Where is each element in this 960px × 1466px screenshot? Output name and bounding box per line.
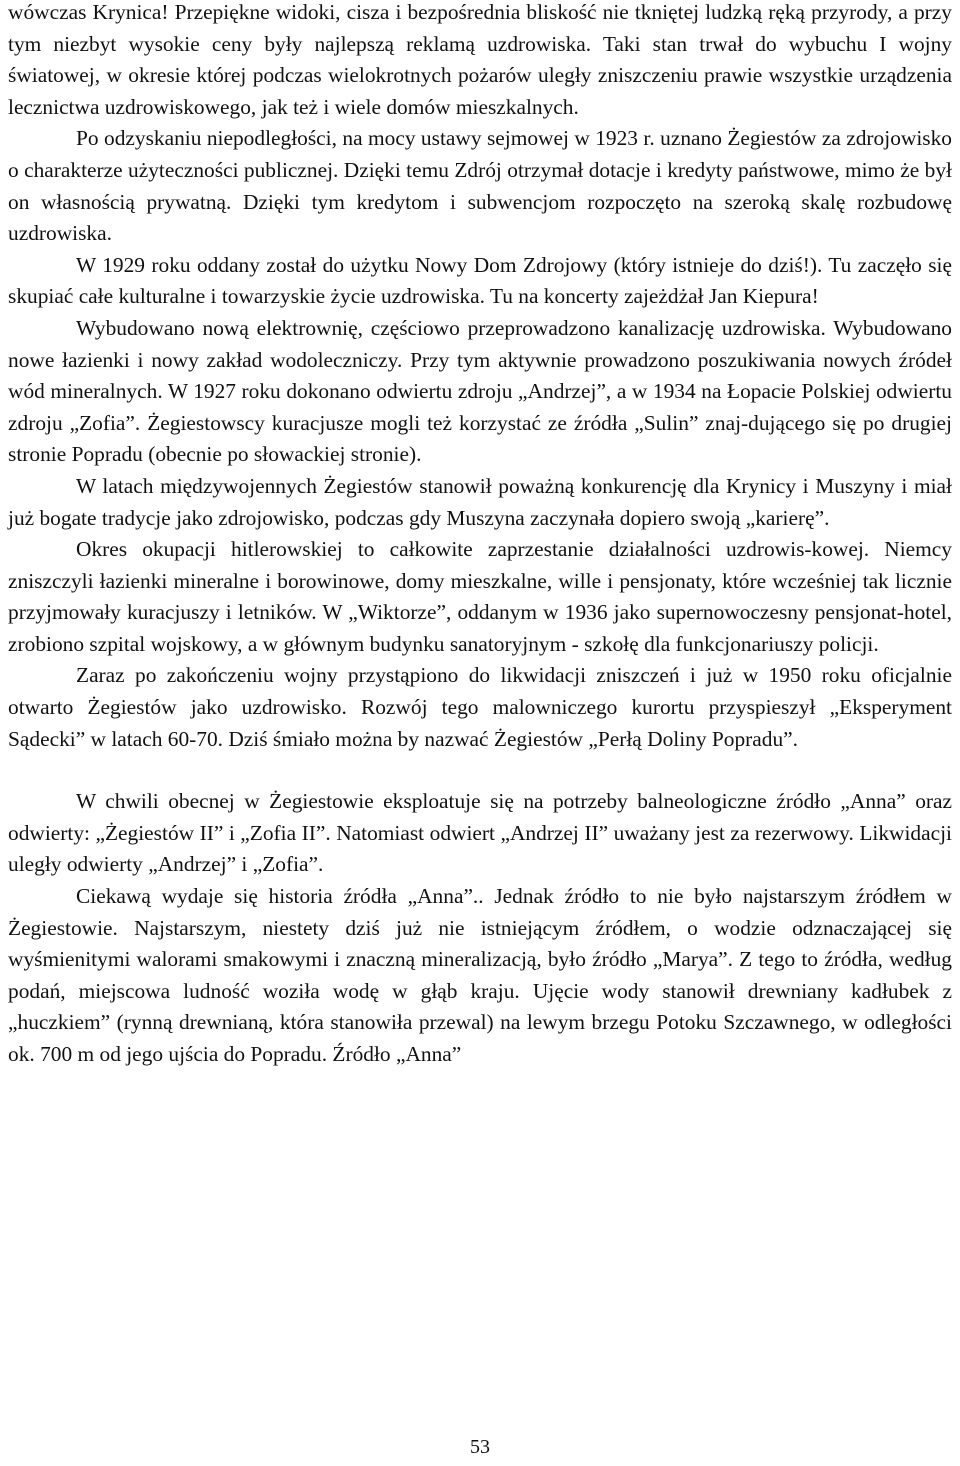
paragraph-2: Po odzyskaniu niepodległości, na mocy ustawy sejmowej w 1923 r. uznano Żegiestów za zdrojowisko o charakterze użyteczności publicznej. Dzięki temu Zdrój otrzymał dotacje i kredyty państwowe, mimo że był on własnością prywatną. Dzięki tym kredytom i subwencjom rozpoczęto na szeroką skalę rozbudowę uzdrowiska. [8, 126, 952, 246]
paragraph-7: Zaraz po zakończeniu wojny przystąpiono do likwidacji zniszczeń i już w 1950 roku oficjalnie otwarto Żegiestów jako uzdrowisko. Rozwój tego malowniczego kurortu przyspieszył „Eksperyment Sądecki” w latach 60-70. Dziś śmiało można by nazwać Żegiestów „Perłą Doliny Popradu”. [8, 663, 952, 751]
paragraph-9: Ciekawą wydaje się historia źródła „Anna”.. Jednak źródło to nie było najstarszym źródłem w Żegiestowie. Najstarszym, niestety dziś już nie istniejącym źródłem, o wodzie odznaczającej się wyśmienitymi walorami smakowymi i znaczną mineralizacją, było źródło „Marya”. Z tego to źródła, według podań, miejscowa ludność woziła wodę w głąb kraju. Ujęcie wody stanowił drewniany kadłubek z „huczkiem” (rynną drewnianą, która stanowiła przewal) na lewym brzegu Potoku Szczawnego, w odległości ok. 700 m od jego ujścia do Popradu. Źródło „Anna” [8, 884, 952, 1066]
paragraph-6: Okres okupacji hitlerowskiej to całkowite zaprzestanie działalności uzdrowis-kowej. Niemcy zniszczyli łazienki mineralne i borowinowe, domy mieszkalne, wille i pensjonaty, które wcześniej tak licznie przyjmowały kuracjuszy i letników. W „Wiktorze”, oddanym w 1936 jako supernowoczesny pensjonat-hotel, zrobiono szpital wojskowy, a w głównym budynku sanatoryjnym - szkołę dla funkcjonariuszy policji. [8, 537, 952, 656]
paragraph-1: wówczas Krynica! Przepiękne widoki, cisza i bezpośrednia bliskość nie tkniętej ludzką ręką przyrody, a przy tym niezbyt wysokie ceny były najlepszą reklamą uzdrowiska. Taki stan trwał do wybuchu I wojny światowej, w okresie której podczas wielokrotnych pożarów uległy zniszczeniu prawie wszystkie urządzenia lecznictwa uzdrowiskowego, jak też i wiele domów mieszkalnych. [8, 0, 952, 119]
paragraph-8: W chwili obecnej w Żegiestowie eksploatuje się na potrzeby balneologiczne źródło „Anna” oraz odwierty: „Żegiestów II” i „Zofia II”. Natomiast odwiert „Andrzej II” uważany jest za rezerwowy. Likwidacji uległy odwierty „Andrzej” i „Zofia”. [8, 789, 952, 877]
document-page [8, 0, 952, 1071]
paragraph-gap [8, 755, 952, 786]
page-number: 53 [470, 1436, 490, 1458]
paragraph-3: W 1929 roku oddany został do użytku Nowy Dom Zdrojowy (który istnieje do dziś!). Tu zaczęło się skupiać całe kulturalne i towarzyskie życie uzdrowiska. Tu na koncerty zajeżdżał Jan Kiepura! [8, 252, 952, 309]
paragraph-4: Wybudowano nową elektrownię, częściowo przeprowadzono kanalizację uzdrowiska. Wybudowano nowe łazienki i nowy zakład wodoleczniczy. Przy tym aktywnie prowadzono poszukiwania nowych źródeł wód mineralnych. W 1927 roku dokonano odwiertu zdroju „Andrzej”, a w 1934 na Łopacie Polskiej odwiertu zdroju „Zofia”. Żegiestowscy kuracjusze mogli też korzystać ze źródła „Sulin” znaj-dującego się po drugiej stronie Popradu (obecnie po słowackiej stronie). [8, 315, 952, 467]
paragraph-5: W latach międzywojennych Żegiestów stanowił poważną konkurencję dla Krynicy i Muszyny i miał już bogate tradycje jako zdrojowisko, podczas gdy Muszyna zaczynała dopiero swoją „karierę”. [8, 473, 952, 530]
